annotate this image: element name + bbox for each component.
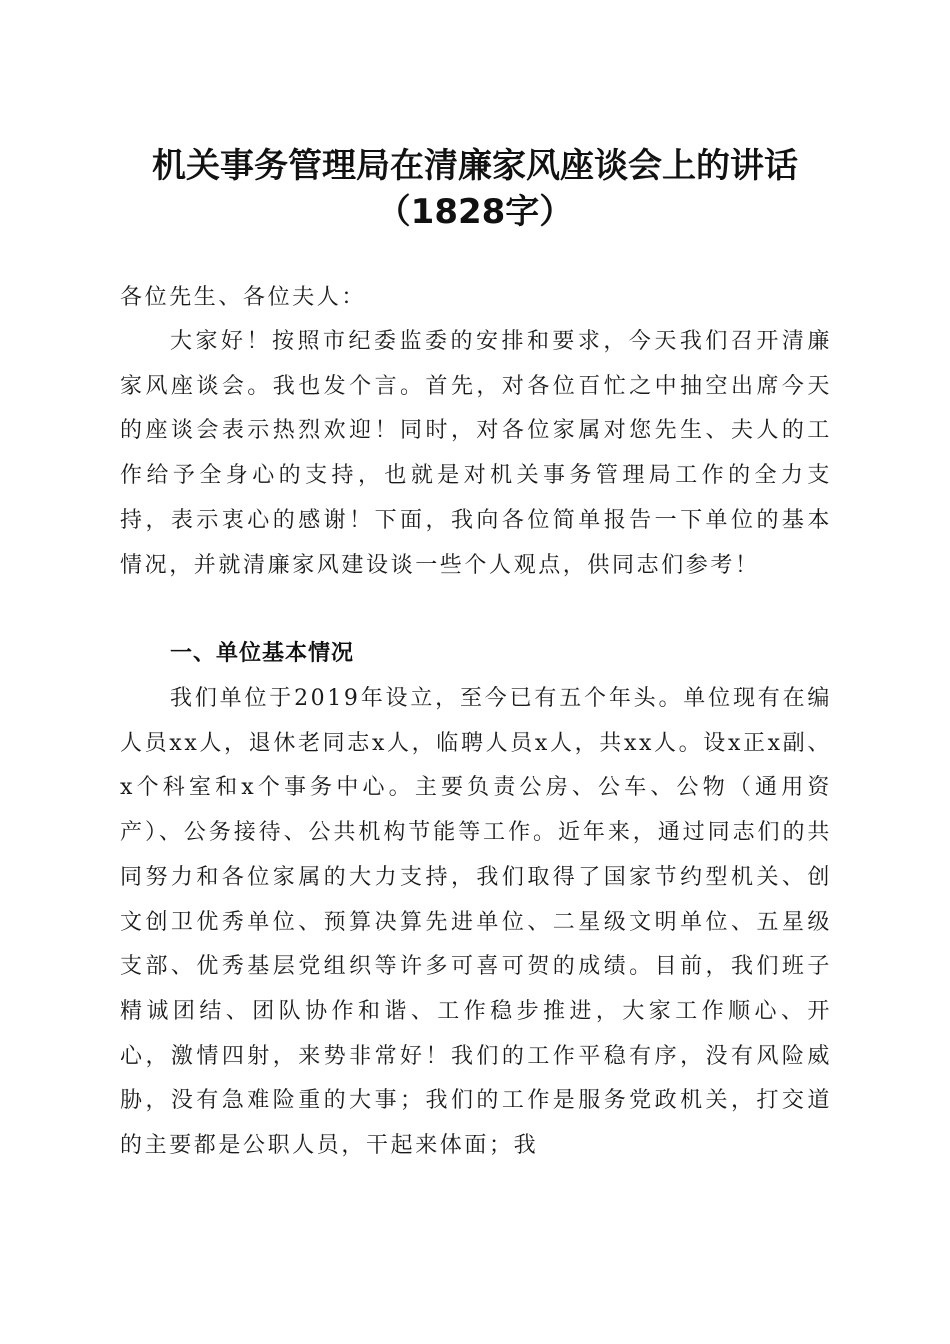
salutation: 各位先生、各位夫人：	[120, 285, 367, 310]
opening-paragraph: 大家好！按照市纪委监委的安排和要求，今天我们召开清廉家风座谈会。我也发个言。首先，对各位百忙之中抽空出席今天的座谈会表示热烈欢迎！同时，对各位家属对您先生、夫人的工作给予全身心的支持，也就是对机关事务管理局工作的全力支持，表示衷心的感谢！下面，我向各位简单报告一下单位的基本情况，并就清廉家风建设谈一些个人观点，供同志们参考！	[120, 329, 832, 578]
section-paragraph: 我们单位于2019年设立，至今已有五个年头。单位现有在编人员xx人，退休老同志x人，临聘人员x人，共xx人。设x正x副、x个科室和x个事务中心。主要负责公房、公车、公物（通用资产）、公务接待、公共机构节能等工作。近年来，通过同志们的共同努力和各位家属的大力支持，我们取得了国家节约型机关、创文创卫优秀单位、预算决算先进单位、二星级文明单位、五星级支部、优秀基层党组织等许多可喜可贺的成绩。目前，我们班子精诚团结、团队协作和谐、工作稳步推进，大家工作顺心、开心，激情四射，来势非常好！我们的工作平稳有序，没有风险威胁，没有急难险重的大事；我们的工作是服务党政机关，打交道的主要都是公职人员，干起来体面；我	[120, 686, 832, 1159]
section-heading: 一、单位基本情况	[170, 641, 355, 666]
document-word-count: （1828字）	[376, 192, 574, 232]
document-title: 机关事务管理局在清廉家风座谈会上的讲话	[152, 146, 798, 186]
